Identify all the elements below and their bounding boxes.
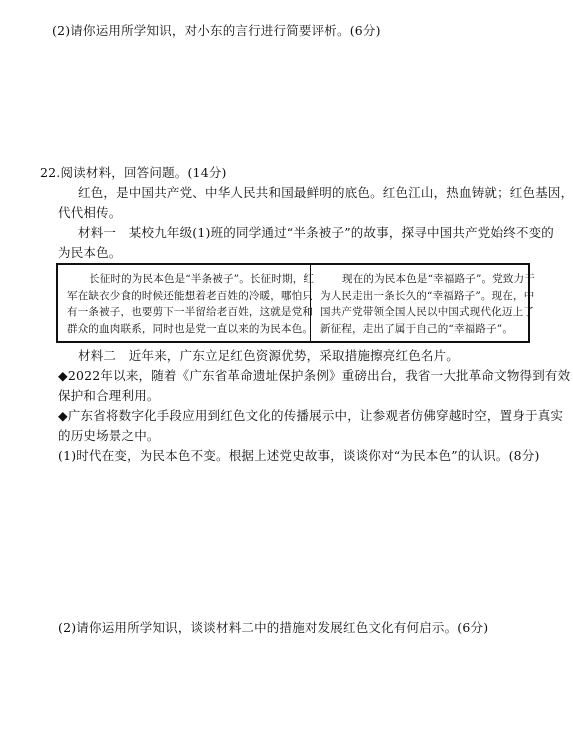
material-1-table (56, 263, 536, 343)
question-22-part-2: (2)请你运用所学知识，谈谈材料二中的措施对发展红色文化有何启示。(6分) (58, 620, 489, 635)
intro-paragraph-line-2: 代代相传。 (58, 205, 122, 220)
bullet-1-line-2: 保护和合理利用。 (58, 388, 160, 403)
bullet-2-line-1: ◆广东省将数字化手段应用到红色文化的传播展示中，让参观者仿佛穿越时空，置身于真实 (58, 408, 564, 423)
table-left-line: 群众的血肉联系，同时也是党一直以来的为民本色。 (67, 322, 314, 335)
material-1-line-1: 材料一 某校九年级(1)班的同学通过“半条被子”的故事，探寻中国共产党始终不变的 (78, 225, 554, 240)
bullet-1-line-1: ◆2022年以来，随着《广东省革命遗址保护条例》重磅出台，我省一大批革命文物得到有效 (58, 368, 571, 383)
table-left-line: 有一条被子，也要剪下一半留给老百姓，这就是党和 (67, 306, 314, 318)
question-22-heading: 22.阅读材料，回答问题。(14分) (40, 165, 227, 180)
intro-paragraph-line-1: 红色，是中国共产党、中华人民共和国最鲜明的底色。红色江山，热血铸就；红色基因， (78, 185, 573, 200)
material-1-line-2: 为民本色。 (58, 245, 122, 260)
table-left-line: 军在缺衣少食的时候还能想着老百姓的冷暖，哪怕只 (67, 289, 314, 302)
table-left-line: 长征时的为民本色是“半条被子”。长征时期，红 (89, 273, 315, 285)
table-right-line: 国共产党带领全国人民以中国式现代化迈上了 (320, 306, 534, 318)
table-right-line: 为人民走出一条长久的“幸福路子”。现在，中 (320, 289, 535, 302)
table-cell-present (311, 265, 543, 341)
table-right-line: 新征程，走出了属于自己的“幸福路子”。 (320, 322, 514, 335)
previous-question-2: (2)请你运用所学知识，对小东的言行进行简要评析。(6分) (52, 23, 381, 38)
question-22-part-1: (1)时代在变，为民本色不变。根据上述党史故事，谈谈你对“为民本色”的认识。(8分) (58, 448, 540, 463)
table-cell-long-march (58, 265, 315, 341)
table-right-line: 现在的为民本色是“幸福路子”。党致力于 (342, 273, 536, 285)
bullet-2-line-2: 的历史场景之中。 (58, 428, 160, 443)
material-2: 材料二 近年来，广东立足红色资源优势，采取措施擦亮红色名片。 (78, 348, 460, 363)
